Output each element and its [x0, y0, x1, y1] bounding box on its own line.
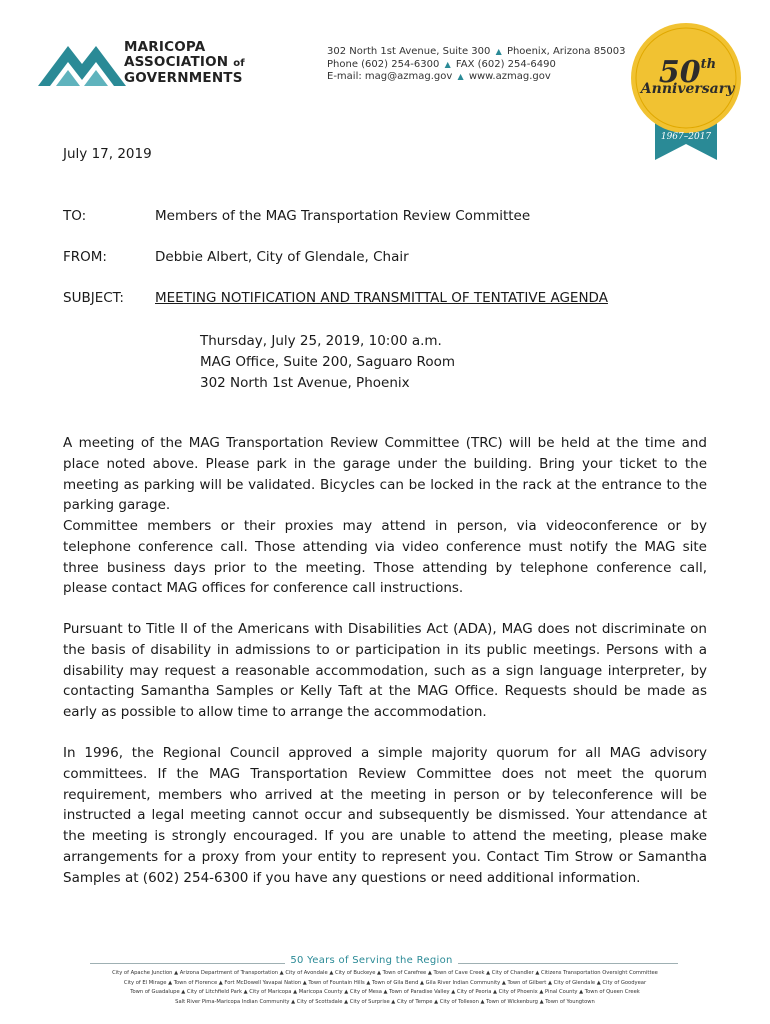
footer-line: City of Apache Junction ▲ Arizona Department of Transportation ▲ City of Avondale ▲ City of Buckeye ▲ Town of Carefree ▲ Town of Cave Creek ▲ City of Chandler ▲ Citizens Transportation Oversight Committee [112, 970, 658, 976]
org-name-line1: MARICOPA [124, 39, 206, 55]
address: 302 North 1st Avenue, Suite 300 [327, 46, 491, 57]
fax: FAX (602) 254-6490 [455, 58, 556, 70]
mag-logo [38, 40, 300, 86]
to-value: Members of the MAG Transportation Review Committee [155, 208, 531, 224]
meeting-room: MAG Office, Suite 200, Saguaro Room [200, 353, 455, 370]
meeting-details [200, 331, 455, 393]
city: Phoenix, Arizona 85003 [506, 46, 626, 57]
badge-number: 50th [658, 55, 717, 90]
letter-date: July 17, 2019 [63, 146, 152, 162]
org-name [124, 40, 245, 86]
footer-line: Town of Guadalupe ▲ City of Litchfield Park ▲ City of Maricopa ▲ Maricopa County ▲ City of Mesa ▲ Town of Paradise Valley ▲ City of Peoria ▲ City of Phoenix ▲ Pinal County ▲ Town of Queen Creek [130, 989, 640, 996]
triangle-icon: ▲ [495, 47, 502, 56]
meeting-address: 302 North 1st Avenue, Phoenix [200, 374, 410, 391]
from-value: Debbie Albert, City of Glendale, Chair [155, 249, 409, 265]
footer-member-list [40, 969, 730, 1007]
email: E-mail: mag@azmag.gov [327, 71, 453, 82]
triangle-icon: ▲ [444, 59, 451, 69]
footer-line: City of El Mirage ▲ Town of Florence ▲ Fort McDowell Yavapai Nation ▲ Town of Fountain Hills ▲ Town of Gila Bend ▲ Gila River Indian Community ▲ Town of Gilbert ▲ City of Glendale ▲ City of Goodyear [123, 979, 647, 986]
mountain-logo-icon [38, 40, 130, 86]
org-name-of: of [233, 57, 245, 69]
paragraph-ada: Pursuant to Title II of the Americans with Disabilities Act (ADA), MAG does not discriminate on the basis of disability in admissions to or participation in its public meetings. Persons with a disability may request a reasonable accommodation, such as a sign language interpreter, by contacting Samantha Samples or Kelly Taft at the MAG Office. Requests should be made as early as possible to allow time to arrange the accommodation. [63, 621, 707, 721]
subject-label: SUBJECT: [63, 290, 124, 306]
badge-years: 1967–2017 [660, 132, 712, 142]
paragraph-parking: A meeting of the MAG Transportation Review Committee (TRC) will be held at the time and place noted above. Please park in the garage under the building. Bring your ticket to the meeting as parking will be validated. Bicycles can be locked in the rack at the entrance to the parking garage. [63, 435, 707, 514]
footer-divider [90, 963, 285, 964]
footer-divider [458, 963, 678, 964]
meeting-datetime: Thursday, July 25, 2019, 10:00 a.m. [200, 333, 442, 349]
org-name-line2: ASSOCIATION [124, 53, 229, 70]
footer-line: Salt River Pima-Maricopa Indian Community ▲ City of Scottsdale ▲ City of Surprise ▲ City of Tempe ▲ City of Tolleson ▲ Town of Wickenburg ▲ Town of Youngtown [175, 998, 595, 1005]
to-label: TO: [63, 208, 87, 224]
website-link[interactable]: www.azmag.gov [468, 71, 551, 82]
badge-word: Anniversary [640, 81, 735, 97]
org-name-line3: GOVERNMENTS [124, 70, 243, 86]
phone: Phone (602) 254-6300 [327, 58, 440, 70]
anniversary-badge [630, 18, 745, 163]
subject-value: MEETING NOTIFICATION AND TRANSMITTAL OF TENTATIVE AGENDA [155, 290, 608, 306]
paragraph-quorum: In 1996, the Regional Council approved a simple majority quorum for all MAG advisory committees. If the MAG Transportation Review Committee does not meet the quorum requirement, members who arrived at the meeting in person or by teleconference will be instructed a legal meeting cannot occur and subsequently be dismissed. Your attendance at the meeting is strongly encouraged. If you are unable to attend the meeting, please make arrangements for a proxy from your entity to represent you. Contact Tim Strow or Samantha Samples at (602) 254-6300 if you have any questions or need additional information. [63, 745, 707, 886]
from-label: FROM: [63, 249, 107, 265]
triangle-icon: ▲ [457, 72, 464, 81]
footer-title: 50 Years of Serving the Region [290, 955, 453, 966]
paragraph-attendance: Committee members or their proxies may attend in person, via videoconference or by telephone conference call. Those attending via video conference must notify the MAG site three business days prior to the meeting. Those attending by telephone conference call, please contact MAG offices for conference call instructions. [63, 518, 707, 597]
contact-block [327, 46, 626, 84]
